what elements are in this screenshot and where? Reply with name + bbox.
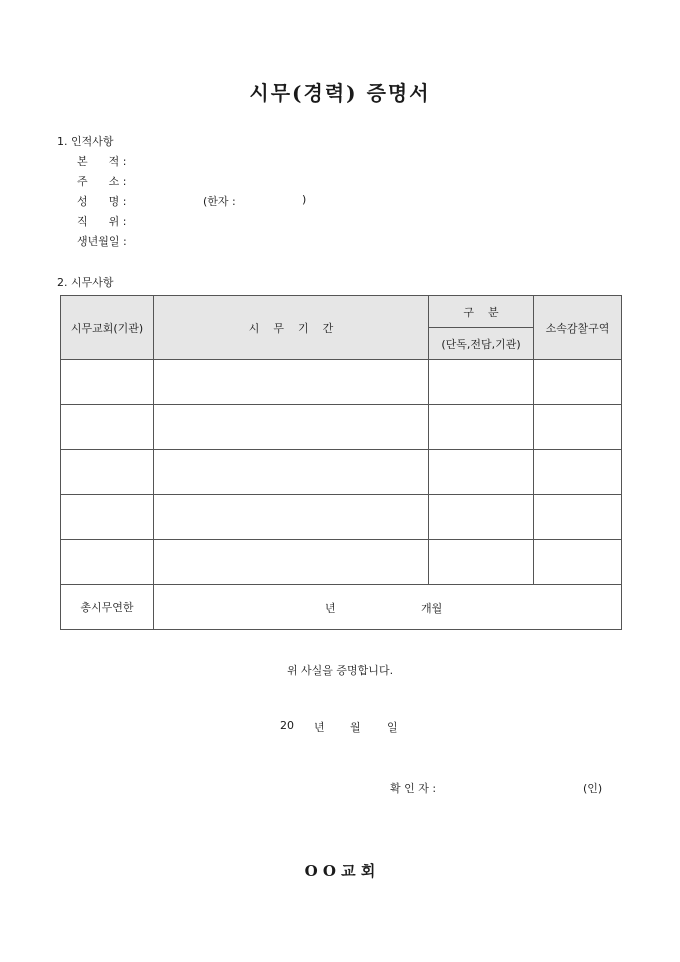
- hanja-label: (한자 :: [203, 195, 236, 208]
- cell-district[interactable]: [534, 495, 622, 540]
- cell-period[interactable]: [154, 450, 429, 495]
- field-address-label: 주 소 :: [77, 175, 127, 188]
- table-row: [61, 495, 622, 540]
- cell-period[interactable]: [154, 405, 429, 450]
- cell-period[interactable]: [154, 495, 429, 540]
- cell-category[interactable]: [429, 450, 534, 495]
- header-district: 소속감찰구역: [534, 296, 622, 360]
- total-month-unit: 개월: [421, 602, 443, 615]
- date-month-unit: 월: [350, 721, 361, 734]
- total-row: [61, 585, 622, 630]
- field-position-label: 직 위 :: [77, 215, 127, 228]
- header-period: 시 무 기 간: [154, 296, 429, 360]
- table-row: [61, 540, 622, 585]
- certify-text: 위 사실을 증명합니다.: [286, 664, 394, 677]
- cell-church[interactable]: [61, 540, 154, 585]
- cell-category[interactable]: [429, 360, 534, 405]
- section2-heading: 2. 시무사항: [57, 276, 114, 289]
- cell-district[interactable]: [534, 450, 622, 495]
- field-name-label: 성 명 :: [77, 195, 127, 208]
- header-category-sub: (단독,전담,기관): [429, 328, 534, 360]
- section1-heading: 1. 인적사항: [57, 135, 114, 148]
- field-domicile-label: 본 적 :: [77, 155, 127, 168]
- document-title: 시무(경력) 증명서: [249, 81, 431, 105]
- header-category: 구 분: [429, 296, 534, 328]
- hanja-close: ): [302, 193, 307, 206]
- table-row: [61, 360, 622, 405]
- total-value-cell[interactable]: [154, 585, 622, 630]
- church-name-footer: O O 교 회: [304, 862, 376, 880]
- cell-district[interactable]: [534, 540, 622, 585]
- date-prefix: 20: [280, 719, 294, 732]
- table-row: [61, 450, 622, 495]
- total-label: 총시무연한: [61, 585, 154, 630]
- header-church: 시무교회(기관): [61, 296, 154, 360]
- cell-period[interactable]: [154, 540, 429, 585]
- cell-period[interactable]: [154, 360, 429, 405]
- field-birthdate-label: 생년월일 :: [77, 235, 127, 248]
- cell-category[interactable]: [429, 495, 534, 540]
- cell-church[interactable]: [61, 360, 154, 405]
- total-year-unit: 년: [325, 602, 336, 615]
- date-day-unit: 일: [387, 721, 398, 734]
- cell-church[interactable]: [61, 405, 154, 450]
- service-history-table: [60, 295, 622, 630]
- cell-church[interactable]: [61, 495, 154, 540]
- cell-church[interactable]: [61, 450, 154, 495]
- cell-district[interactable]: [534, 360, 622, 405]
- cell-category[interactable]: [429, 405, 534, 450]
- confirmer-label: 확 인 자 :: [390, 782, 437, 795]
- date-year-unit: 년: [314, 721, 325, 734]
- seal-mark: (인): [583, 782, 603, 795]
- cell-district[interactable]: [534, 405, 622, 450]
- cell-category[interactable]: [429, 540, 534, 585]
- table-row: [61, 405, 622, 450]
